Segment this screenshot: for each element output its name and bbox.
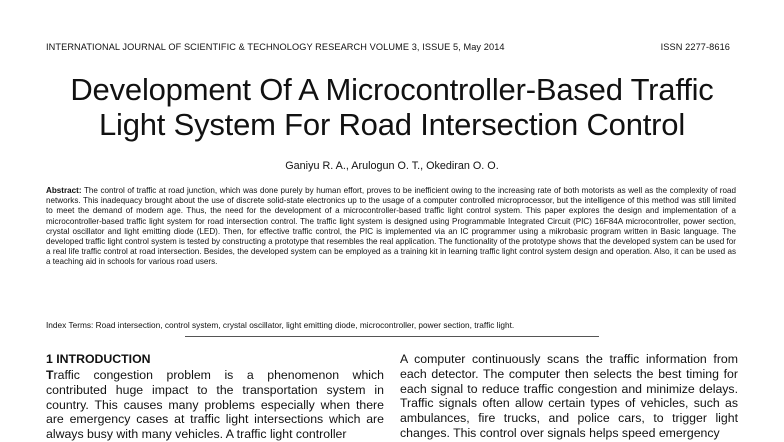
index-terms	[46, 320, 736, 330]
abstract-label: Abstract:	[46, 186, 82, 195]
issn: ISSN 2277-8616	[660, 42, 730, 52]
section-heading-introduction: 1 INTRODUCTION	[46, 352, 151, 366]
intro-paragraph-right: A computer continuously scans the traffic information from each detector. The computer then selects the best timing for each signal to reduce traffic congestion and minimize delays. Traffic signals often allow certain types of vehicles, such as ambulances, fire trucks, and police cars, to trigger light changes. This control over signals helps speed emergency	[400, 352, 738, 440]
abstract-text: The control of traffic at road junction, which was done purely by human effort, proves to be inefficient owing to the increasing rate of both motorists as well as the complexity of road networks. This inadequacy brought about the use of discrete solid-state electronics up to the usage of a computer controlled microprocessor, but the intelligence of this method was still limited to meet the demand of modern age. Thus, the need for the development of a microcontroller-based traffic light control system. This paper explores the design and implementation of a microcontroller-based traffic light system for road intersection control. The traffic light system is designed using Programmable Integrated Circuit (PIC) 16F84A microcontroller, power section, crystal oscillator and light emitting diode (LED). Then, for effective traffic control, the PIC is implemented via an IC programmer using a mikrobasic program written in Basic language. The developed traffic light control system is tested by constructing a prototype that resembles the real application. The functionality of the prototype shows that the developed system can be used for a real life traffic control at road intersection. Besides, the developed system can be employed as a training kit in learning traffic light control system design and operation. Also, it can be used as a teaching aid in schools for various road users.	[46, 186, 736, 267]
title-line-2: Light System For Road Intersection Control	[98, 107, 686, 142]
paper-title	[0, 72, 784, 142]
right-column	[400, 352, 738, 441]
journal-name: INTERNATIONAL JOURNAL OF SCIENTIFIC & TECHNOLOGY RESEARCH VOLUME 3, ISSUE 5, May 2014	[46, 42, 505, 52]
left-column	[46, 368, 384, 442]
section-divider	[185, 336, 599, 337]
authors: Ganiyu R. A., Arulogun O. T., Okediran O. O.	[285, 160, 499, 172]
intro-left-text: raffic congestion problem is a phenomenon which contributed huge impact to the transportation system in country. This causes many problems especially when there are emergency cases at traffic light intersections which are always busy with many vehicles. A traffic light controller	[46, 368, 384, 442]
intro-paragraph-left	[46, 368, 384, 442]
running-header	[46, 42, 730, 52]
abstract	[46, 186, 736, 268]
title-line-1: Development Of A Microcontroller-Based Traffic	[70, 72, 714, 107]
index-terms-text: Road intersection, control system, crystal oscillator, light emitting diode, microcontroller, power section, traffic light.	[93, 320, 515, 330]
index-terms-label: Index Terms:	[46, 320, 94, 330]
drop-cap: T	[46, 368, 54, 382]
